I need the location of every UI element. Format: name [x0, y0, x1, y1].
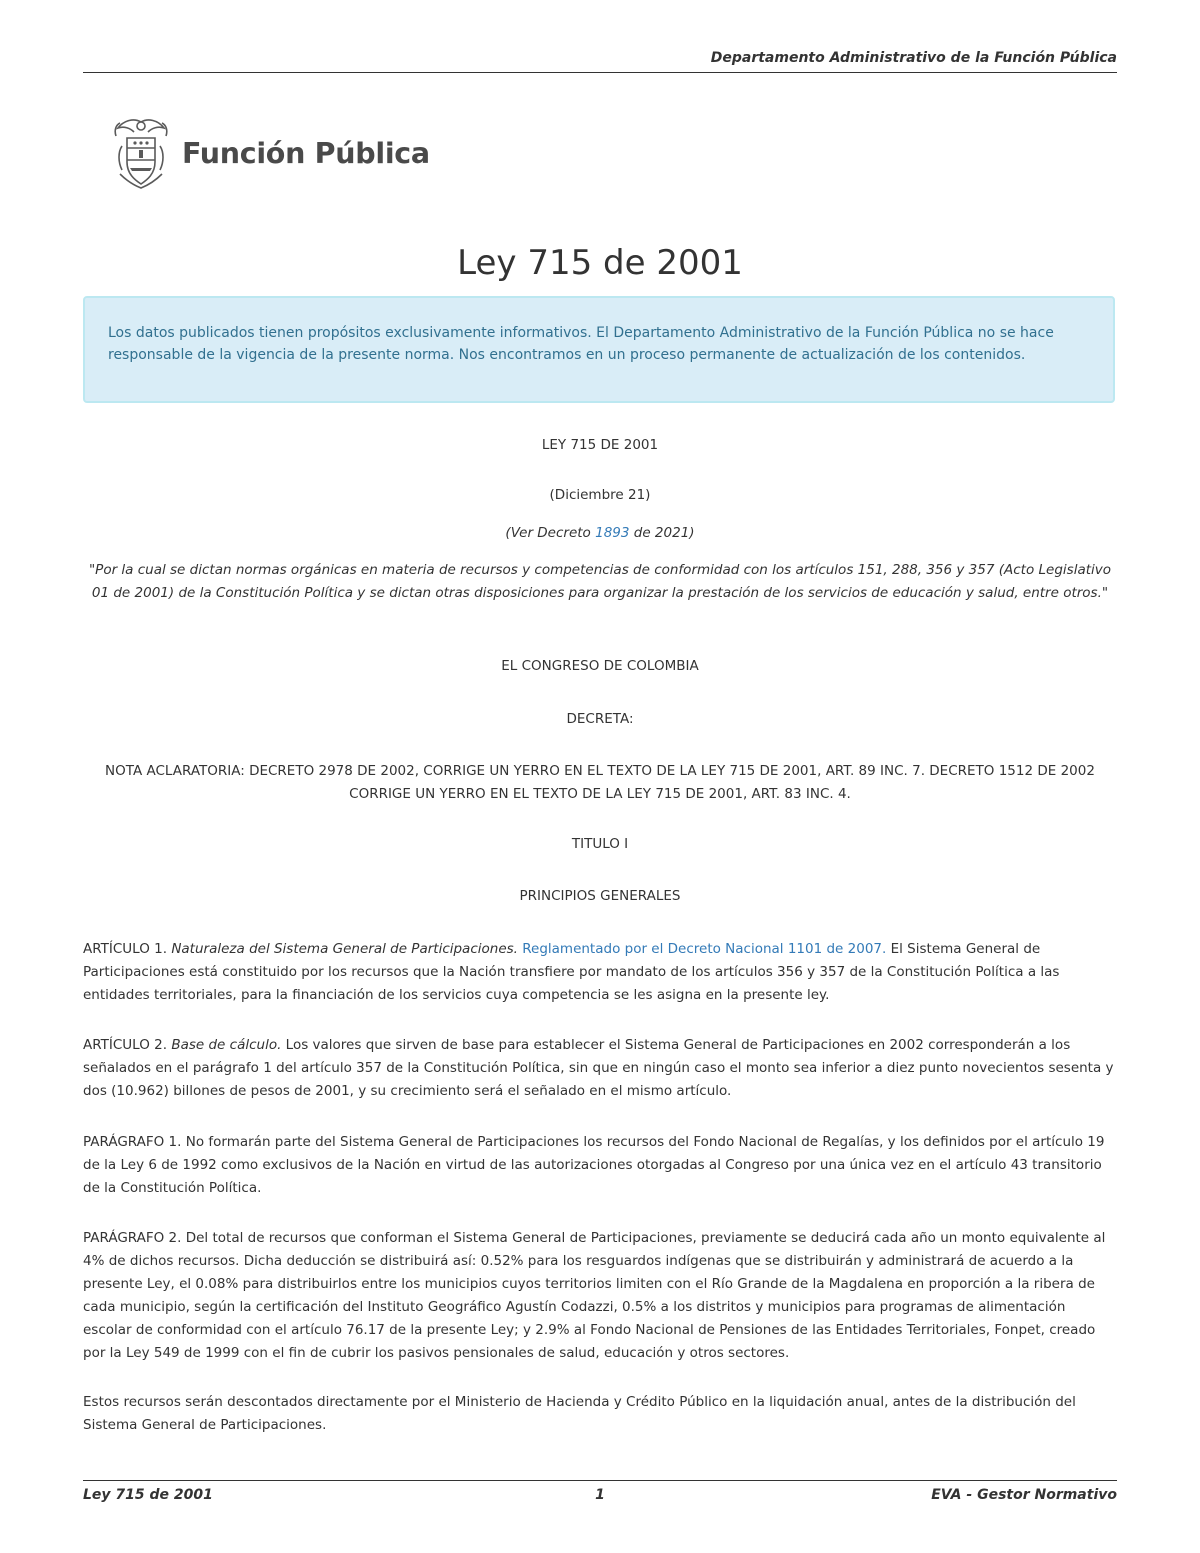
congress-heading: EL CONGRESO DE COLOMBIA: [501, 658, 699, 674]
see-decree: [83, 522, 1117, 545]
header-title: Departamento Administrativo de la Función Pública: [710, 50, 1117, 66]
law-date: (Diciembre 21): [549, 487, 651, 503]
article-2-label: ARTÍCULO 2.: [83, 1037, 172, 1053]
see-decree-prefix: (Ver Decreto: [505, 525, 596, 541]
article-1: [83, 938, 1117, 1007]
resources-paragraph: Estos recursos serán descontados directamente por el Ministerio de Hacienda y Crédito Público en la liquidación anual, antes de la distribución del Sistema General de Participaciones.: [83, 1394, 1076, 1433]
article-1-title: Naturaleza del Sistema General de Participaciones.: [171, 941, 518, 957]
law-epigraph: [83, 559, 1117, 605]
article-2: [83, 1034, 1117, 1103]
decreta-heading: DECRETA:: [566, 711, 634, 727]
paragraph-2: PARÁGRAFO 2. Del total de recursos que conforman el Sistema General de Participaciones, previamente se deducirá cada año un monto equivalente al 4% de dichos recursos. Dicha deducción se distribuirá así: 0.52% para los resguardos indígenas que se distribuirán y administrará de acuerdo a la presente Ley, el 0.08% para distribuirlos entre los municipios cuyos territorios limiten con el Río Grande de la Magdalena en proporción a la ribera de cada municipio, según la certificación del Instituto Geográfico Agustín Codazzi, 0.5% a los distritos y municipios para programas de alimentación escolar de conformidad con el artículo 76.17 de la presente Ley; y 2.9% al Fondo Nacional de Pensiones de las Entidades Territoriales, Fonpet, creado por la Ley 549 de 1999 con el fin de cubrir los pasivos pensionales de salud, educación y otros sectores.: [83, 1230, 1106, 1361]
coat-of-arms-icon: [110, 116, 172, 190]
paragraph-1: PARÁGRAFO 1. No formarán parte del Sistema General de Participaciones los recursos del Fondo Nacional de Regalías, y los definidos por el artículo 19 de la Ley 6 de 1992 como exclusivos de la Nación en virtud de las autorizaciones otorgadas al Congreso por una única vez en el artículo 43 transitorio de la Constitución Política.: [83, 1134, 1105, 1196]
law-heading: LEY 715 DE 2001: [541, 437, 659, 453]
page-header: [83, 50, 1117, 73]
article-2-text: Los valores que sirven de base para establecer el Sistema General de Participaciones en 2002 corresponderán a los señalados en el parágrafo 1 del artículo 357 de la Constitución Política, sin que en ningún caso el monto sea inferior a diez punto novecientos sesenta y dos (10.962) billones de pesos de 2001, y su crecimiento será el señalado en el mismo artículo.: [83, 1037, 1114, 1099]
page-footer: [83, 1480, 1117, 1511]
logo-text: Función Pública: [182, 136, 430, 170]
page-title: Ley 715 de 2001: [457, 243, 743, 283]
article-1-label: ARTÍCULO 1.: [83, 941, 172, 957]
footer-law: Ley 715 de 2001: [83, 1487, 213, 1503]
epigraph-text: "Por la cual se dictan normas orgánicas en materia de recursos y competencias de conformidad con los artículos 151, 288, 356 y 357 (Acto Legislativo 01 de 2001) de la Constitución Política y se dictan otras disposiciones para organizar la prestación de los servicios de educación y salud, entre otros.": [88, 562, 1112, 601]
clarifying-note: NOTA ACLARATORIA: DECRETO 2978 DE 2002, CORRIGE UN YERRO EN EL TEXTO DE LA LEY 715 DE 2001, ART. 89 INC. 7. DECRETO 1512 DE 2002 CORRIGE UN YERRO EN EL TEXTO DE LA LEY 715 DE 2001, ART. 83 INC. 4.: [105, 763, 1095, 802]
decree-1893-link[interactable]: 1893: [595, 525, 630, 541]
section-heading: PRINCIPIOS GENERALES: [519, 888, 681, 904]
article-1-text: El Sistema General de Participaciones está constituido por los recursos que la Nación transfiere por mandato de los artículos 356 y 357 de la Constitución Política a las entidades territoriales, para la financiación de los servicios cuya competencia se les asigna en la presente ley.: [83, 941, 1060, 1003]
regulation-link[interactable]: Reglamentado por el Decreto Nacional 1101 de 2007.: [522, 941, 887, 957]
funcion-publica-logo: [110, 116, 430, 190]
disclaimer-text: Los datos publicados tienen propósitos exclusivamente informativos. El Departamento Administrativo de la Función Pública no se hace responsable de la vigencia de la presente norma. Nos encontramos en un proceso permanente de actualización de los contenidos.: [108, 325, 1054, 363]
disclaimer-alert: [83, 296, 1115, 403]
page-number: 1: [595, 1487, 605, 1503]
see-decree-suffix: de 2021): [629, 525, 695, 541]
article-2-title: Base de cálculo.: [171, 1037, 282, 1053]
title-heading: TITULO I: [571, 836, 629, 852]
footer-source: EVA - Gestor Normativo: [931, 1487, 1117, 1503]
